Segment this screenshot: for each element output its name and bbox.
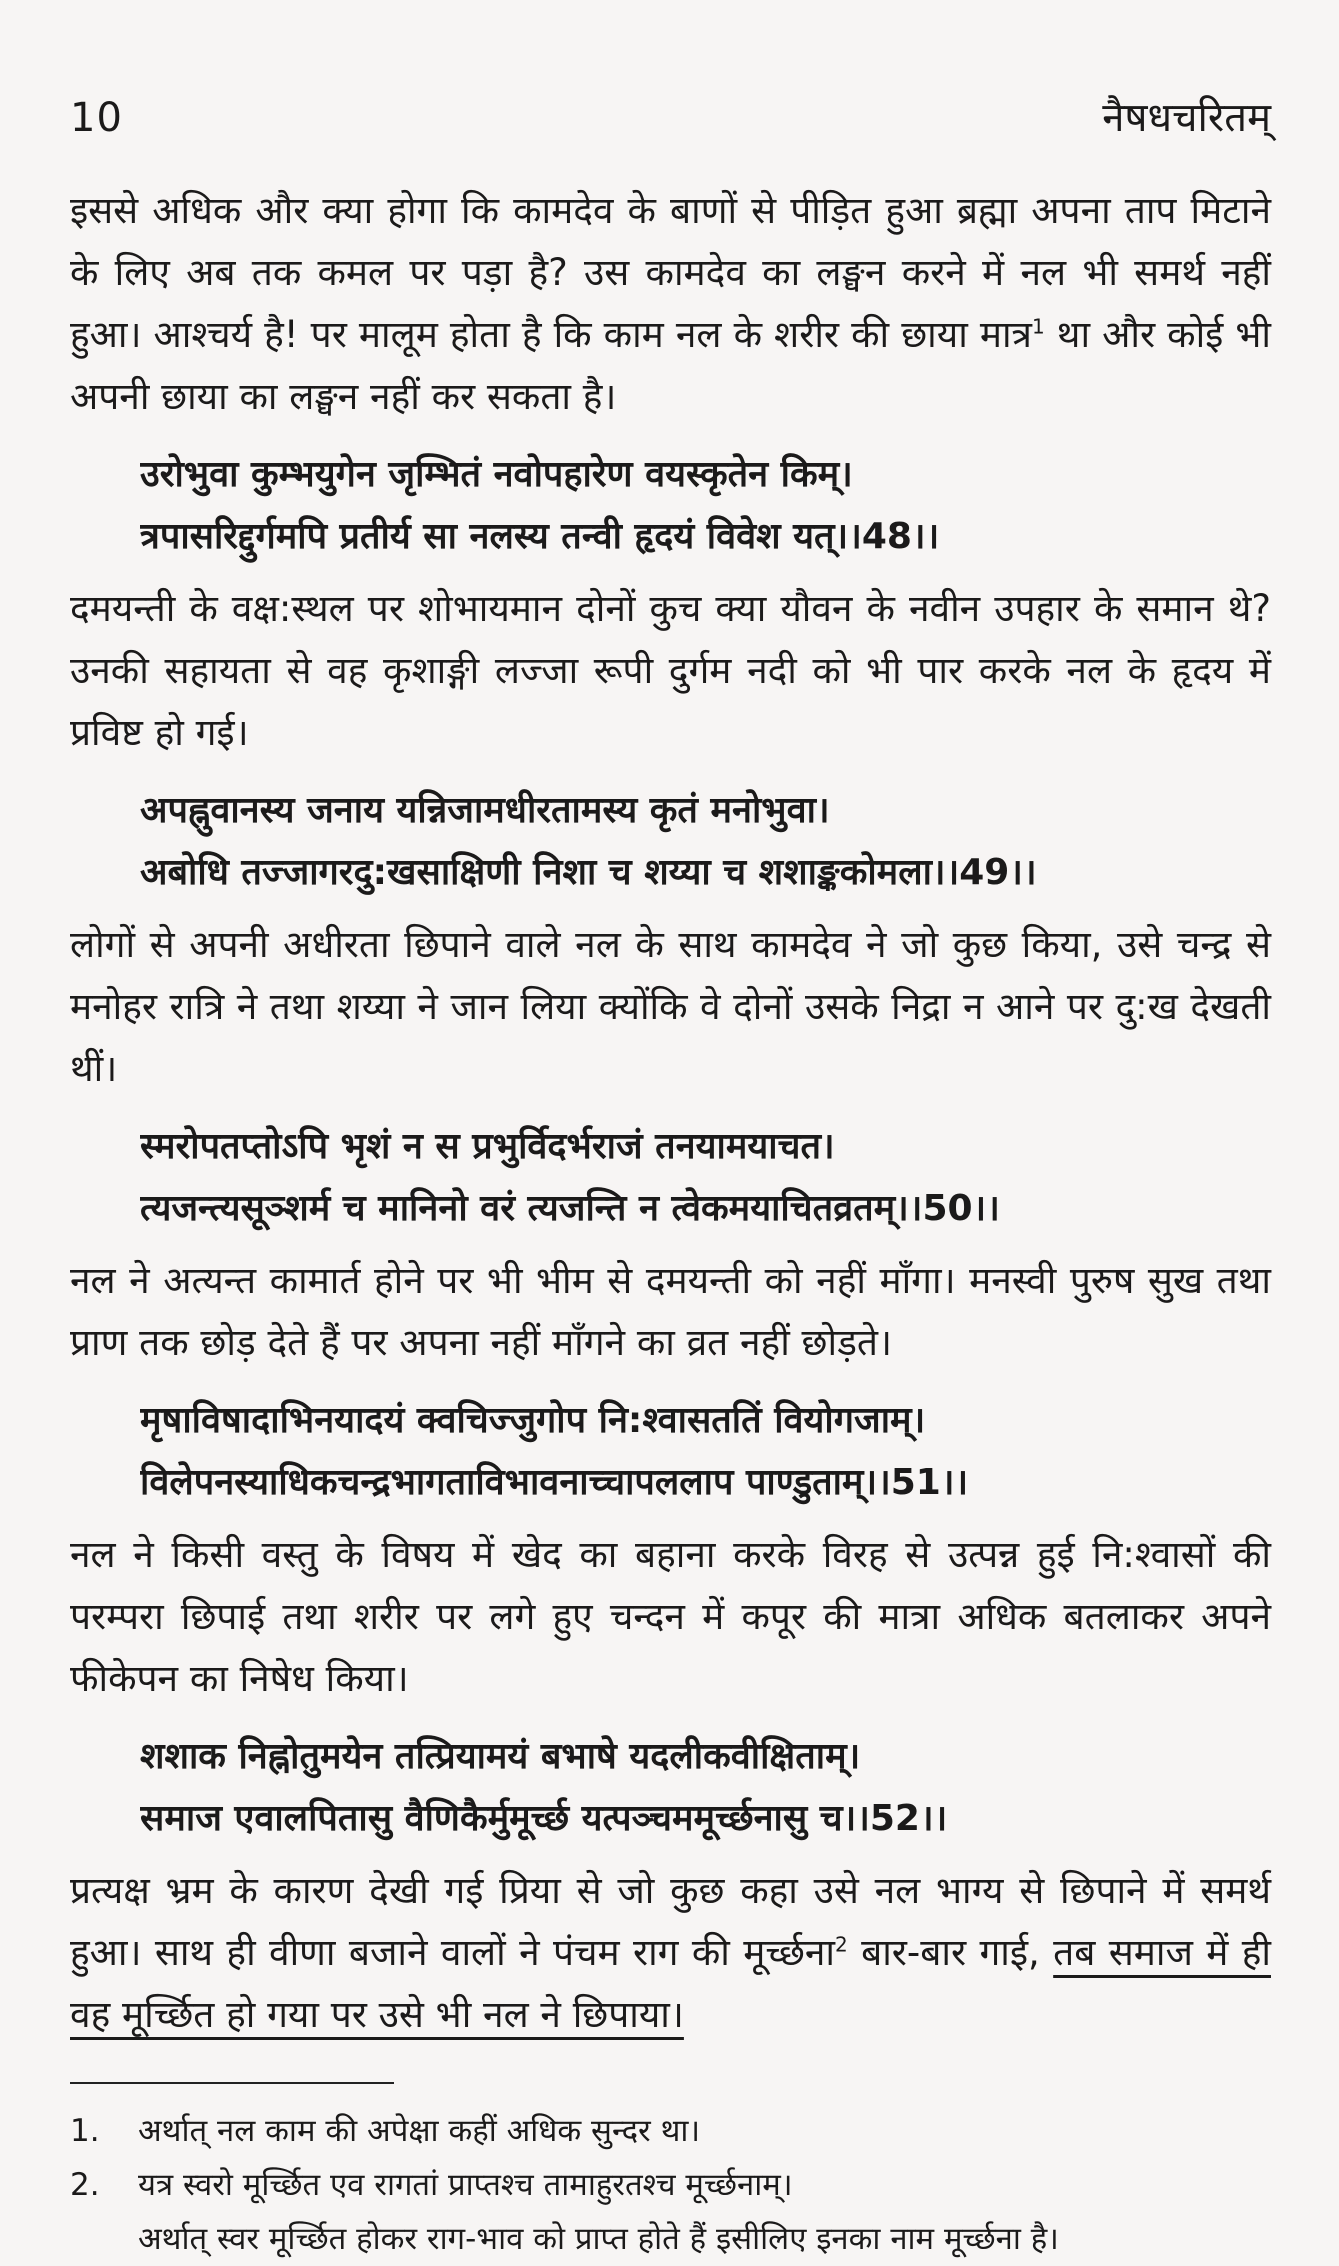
verse-49 xyxy=(140,780,1271,904)
meaning-text-underlined: तब समाज में ही वह मूर्च्छित हो गया पर उसे भी नल ने छिपाया। xyxy=(70,1931,1271,2036)
verse-line: त्यजन्त्यसूञ्शर्म च मानिनो वरं त्यजन्ति न त्वेकमयाचितव्रतम्।।50।। xyxy=(140,1188,1000,1229)
intro-text: इससे अधिक और क्या होगा कि कामदेव के बाणों से पीड़ित हुआ ब्रह्मा अपना ताप मिटाने के लिए अब तक कमल पर पड़ा है? उस कामदेव का लङ्घन करने में नल भी समर्थ नहीं हुआ। आश्चर्य है! पर मालूम होता है कि काम नल के शरीर की छाया मात्र xyxy=(70,189,1271,356)
footnote-divider xyxy=(70,2082,394,2084)
footnote-ref-1: 1 xyxy=(1032,314,1045,339)
verse-line: शशाक निह्नोतुमयेन तत्प्रियामयं बभाषे यदलीकवीक्षिताम्। xyxy=(140,1736,861,1777)
footnote-2 xyxy=(70,2158,1271,2212)
footnote-2-continuation: अर्थात् स्वर मूर्च्छित होकर राग-भाव को प्राप्त होते हैं इसीलिए इनका नाम मूर्च्छना है। xyxy=(138,2221,1059,2257)
intro-paragraph xyxy=(70,180,1271,428)
verse-52-meaning xyxy=(70,1860,1271,2046)
verse-50 xyxy=(140,1116,1271,1240)
verse-line: स्मरोपतप्तोऽपि भृशं न स प्रभुर्विदर्भराजं तनयामयाचत। xyxy=(140,1126,835,1167)
meaning-text-mid: बार-बार गाई, xyxy=(847,1931,1054,1974)
verse-51 xyxy=(140,1390,1271,1514)
verse-50-meaning: नल ने अत्यन्त कामार्त होने पर भी भीम से दमयन्ती को नहीं माँगा। मनस्वी पुरुष सुख तथा प्राण तक छोड़ देते हैं पर अपना नहीं माँगने का व्रत नहीं छोड़ते। xyxy=(70,1259,1271,1364)
verse-line: त्रपासरिद्दुर्गमपि प्रतीर्य सा नलस्य तन्वी हृदयं विवेश यत्।।48।। xyxy=(140,516,940,557)
verse-51-meaning: नल ने किसी वस्तु के विषय में खेद का बहाना करके विरह से उत्पन्न हुई नि:श्वासों की परम्परा छिपाई तथा शरीर पर लगे हुए चन्दन में कपूर की मात्रा अधिक बतलाकर अपने फीकेपन का निषेध किया। xyxy=(70,1533,1271,1700)
footnote-1 xyxy=(70,2104,1271,2158)
verse-line: समाज एवालपितासु वैणिकैर्मुमूर्च्छ यत्पञ्चममूर्च्छनासु च।।52।। xyxy=(140,1798,948,1839)
intro-text-end: था और कोई भी अपनी छाया का लङ्घन नहीं कर सकता है। xyxy=(70,313,1272,418)
footnote-number: 2. xyxy=(70,2167,100,2203)
verse-49-meaning: लोगों से अपनी अधीरता छिपाने वाले नल के साथ कामदेव ने जो कुछ किया, उसे चन्द्र से मनोहर रात्रि ने तथा शय्या ने जान लिया क्योंकि वे दोनों उसके निद्रा न आने पर दु:ख देखती थीं। xyxy=(70,923,1271,1090)
verse-52 xyxy=(140,1726,1271,1850)
meaning-text: प्रत्यक्ष भ्रम के कारण देखी गई प्रिया से जो कुछ कहा उसे नल भाग्य से छिपाने में समर्थ हुआ। साथ ही वीणा बजाने वालों ने पंचम राग की मूर्च्छना xyxy=(70,1869,1271,1974)
footnotes xyxy=(70,2104,1271,2266)
footnote-text: अर्थात् नल काम की अपेक्षा कहीं अधिक सुन्दर था। xyxy=(138,2113,701,2149)
page-number: 10 xyxy=(70,95,123,141)
verse-line: अबोधि तज्जागरदु:खसाक्षिणी निशा च शय्या च शशाङ्ककोमला।।49।। xyxy=(140,852,1037,893)
footnote-number: 1. xyxy=(70,2113,100,2149)
verse-line: मृषाविषादाभिनयादयं क्वचिज्जुगोप नि:श्वासततिं वियोगजाम्। xyxy=(140,1400,926,1441)
verse-line: उरोभुवा कुम्भयुगेन जृम्भितं नवोपहारेण वयस्कृतेन किम्। xyxy=(140,454,853,495)
verse-line: अपह्नुवानस्य जनाय यन्निजामधीरतामस्य कृतं मनोभुवा। xyxy=(140,790,830,831)
footnote-text: यत्र स्वरो मूर्च्छित एव रागतां प्राप्तश्च तामाहुरतश्च मूर्च्छनाम्। xyxy=(138,2167,793,2203)
verse-48-meaning: दमयन्ती के वक्ष:स्थल पर शोभायमान दोनों कुच क्या यौवन के नवीन उपहार के समान थे? उनकी सहायता से वह कृशाङ्गी लज्जा रूपी दुर्गम नदी को भी पार करके नल के हृदय में प्रविष्ट हो गई। xyxy=(70,587,1271,754)
running-title: नैषधचरितम् xyxy=(1102,95,1271,141)
page-header xyxy=(70,88,1271,158)
verse-line: विलेपनस्याधिकचन्द्रभागताविभावनाच्चापललाप पाण्डुताम्।।51।। xyxy=(140,1462,969,1503)
footnote-ref-2: 2 xyxy=(835,1932,848,1957)
verse-48 xyxy=(140,444,1271,568)
